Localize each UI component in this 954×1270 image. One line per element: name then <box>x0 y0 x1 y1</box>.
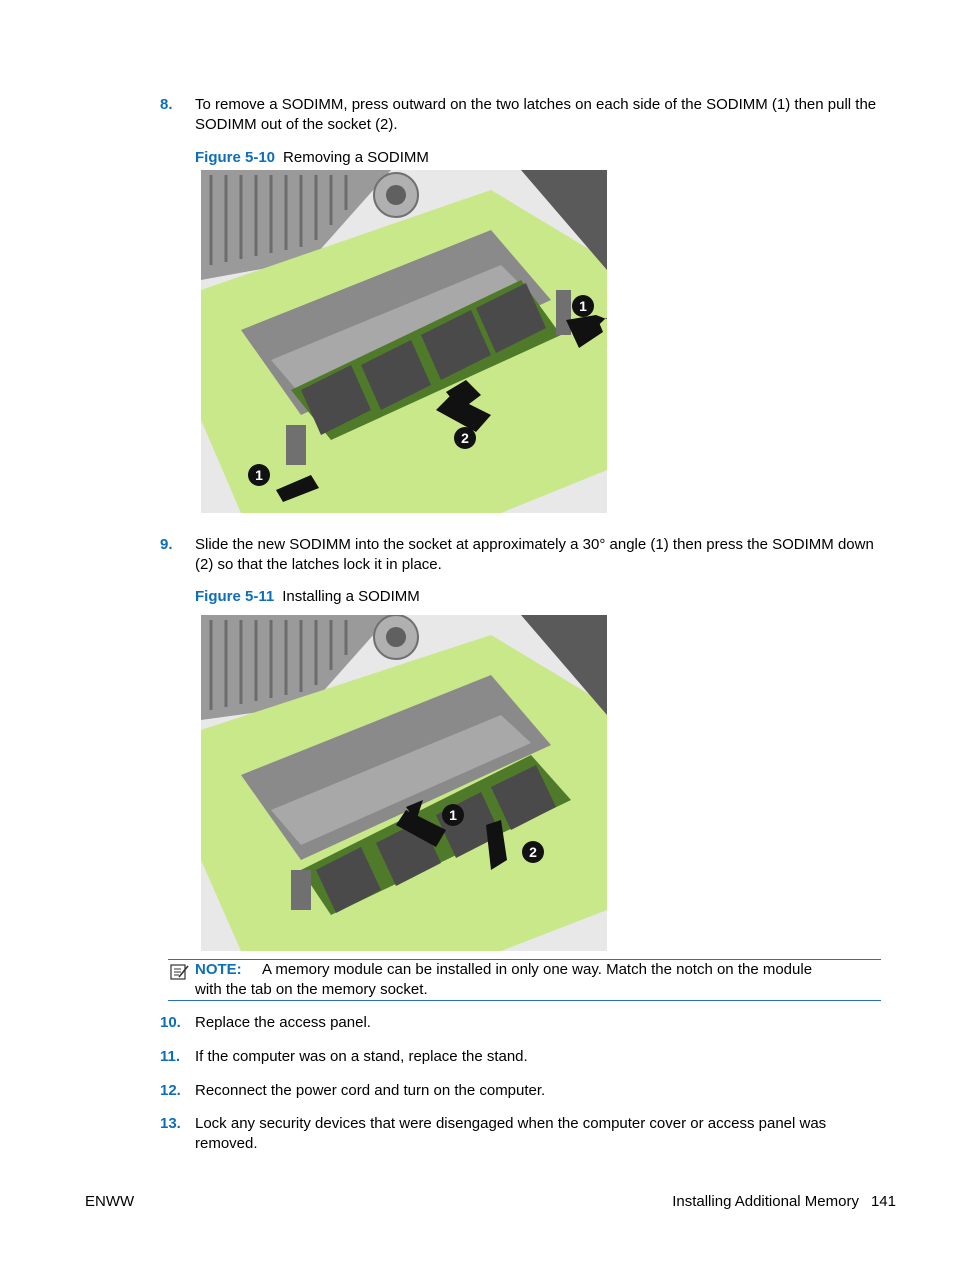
figure-caption <box>195 148 429 168</box>
step-text: Reconnect the power cord and turn on the computer. <box>195 1082 546 1099</box>
note-text-line2: with the tab on the memory socket. <box>195 981 428 998</box>
figure-number: Figure 5-11 <box>195 588 275 605</box>
footer-publisher-code: ENWW <box>85 1193 135 1210</box>
figure-number: Figure 5-10 <box>195 149 276 166</box>
note-text-line1: A memory module can be installed in only one way. Match the notch on the module <box>262 961 813 978</box>
callout-2: 2 <box>461 430 469 446</box>
note-icon <box>170 963 190 981</box>
figure-installing-sodimm <box>201 615 607 951</box>
step-text: If the computer was on a stand, replace the stand. <box>195 1048 528 1065</box>
installing-sodimm-illustration <box>201 615 607 951</box>
callout-1-left: 1 <box>255 467 263 483</box>
figure-title: Installing a SODIMM <box>282 588 420 605</box>
figure-removing-sodimm <box>201 170 607 513</box>
note-label: NOTE: <box>195 961 242 978</box>
step-text: Replace the access panel. <box>195 1014 371 1031</box>
footer-section-title: Installing Additional Memory <box>672 1193 859 1210</box>
callout-1: 1 <box>449 807 457 823</box>
figure-title: Removing a SODIMM <box>283 149 429 166</box>
figure-caption <box>195 587 420 607</box>
step-number: 13. <box>160 1115 181 1132</box>
note-box <box>168 959 881 1001</box>
callout-2: 2 <box>529 844 537 860</box>
callout-1: 1 <box>579 298 587 314</box>
step-number: 11. <box>160 1048 181 1065</box>
page-number: 141 <box>870 1193 896 1210</box>
step-text: To remove a SODIMM, press outward on the two latches on each side of the SODIMM (1) then pull the SODIMM out of the socket (2). <box>195 96 877 133</box>
step-text: Slide the new SODIMM into the socket at approximately a 30° angle (1) then press the SODIMM down (2) so that the latches lock it in place. <box>195 536 874 573</box>
step-number: 10. <box>160 1014 181 1031</box>
step-number: 12. <box>160 1082 181 1099</box>
step-number: 9. <box>160 536 173 553</box>
step-number: 8. <box>160 96 173 113</box>
removing-sodimm-illustration <box>201 170 607 513</box>
footer-section <box>672 1192 896 1212</box>
step-text: Lock any security devices that were disengaged when the computer cover or access panel was removed. <box>195 1115 827 1152</box>
